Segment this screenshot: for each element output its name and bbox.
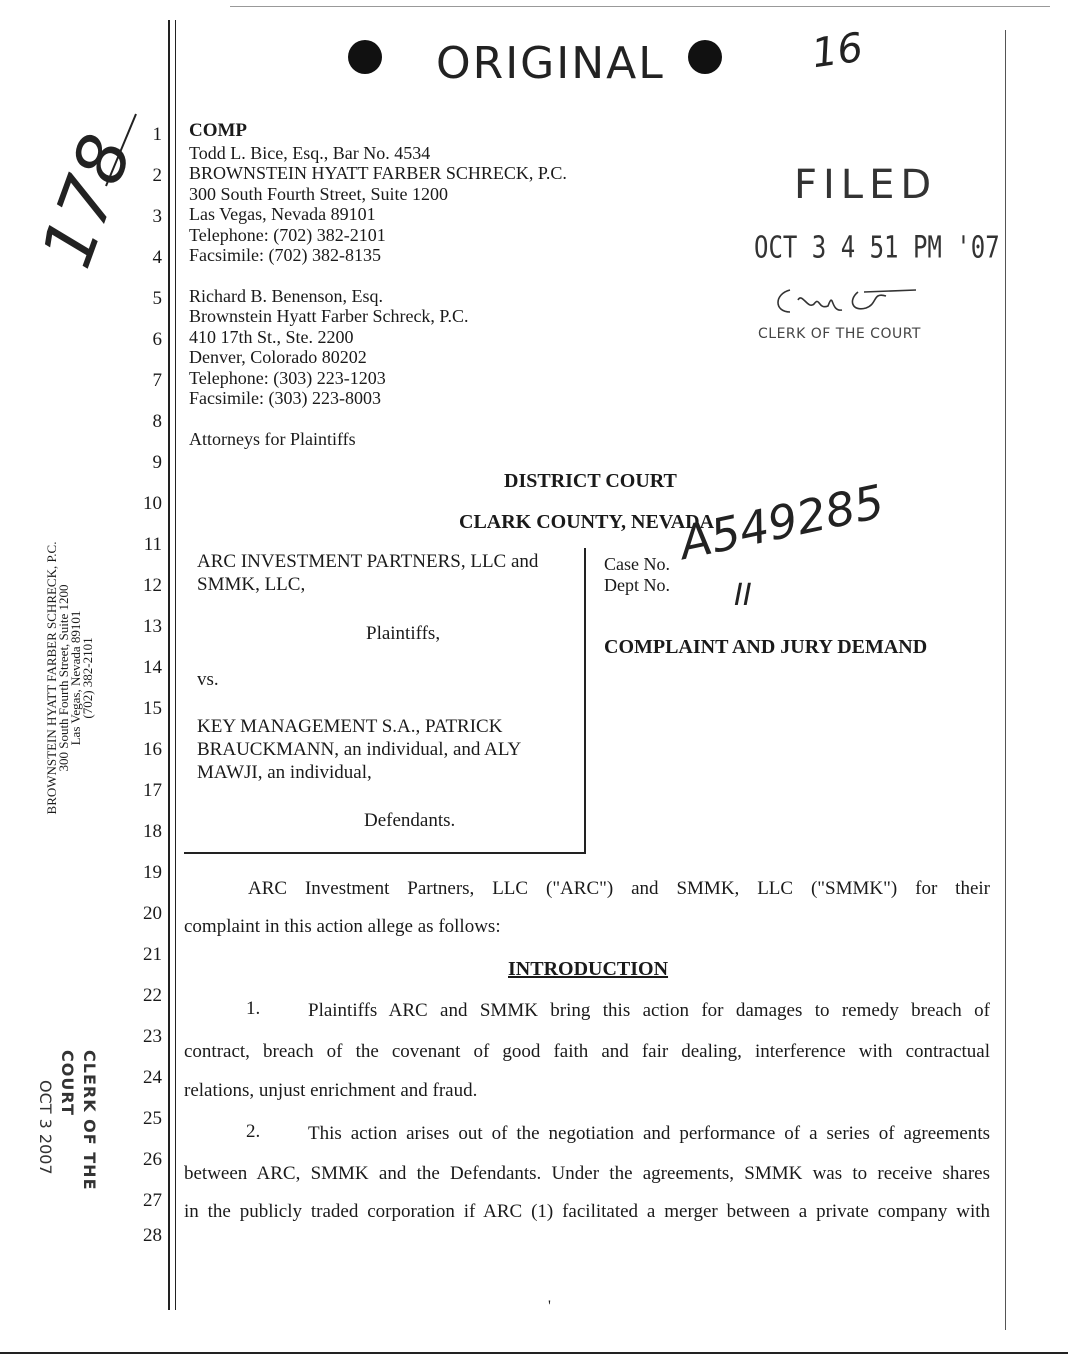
section-heading: INTRODUCTION xyxy=(508,958,669,980)
punch-hole-left xyxy=(348,40,382,74)
side-firm-block xyxy=(46,498,122,858)
bottom-rule xyxy=(0,1352,1068,1354)
p2-line3-text: in the publicly traded corporation if ARC (1) facilitated a merger between a private company with xyxy=(184,1201,990,1222)
side-firm-phone: (702) 382-2101 xyxy=(80,637,95,719)
plaintiffs-label: Plaintiffs, xyxy=(366,623,441,644)
attorney2-phone: Telephone: (303) 223-1203 xyxy=(189,368,386,388)
line-number: 21 xyxy=(143,944,162,965)
margin-handwritten-number: 178 xyxy=(25,124,149,278)
attorney2-firm: Brownstein Hyatt Farber Schreck, P.C. xyxy=(189,306,469,326)
line-number: 5 xyxy=(152,288,162,309)
p1-line3: relations, unjust enrichment and fraud. xyxy=(184,1080,478,1101)
attorney2-city: Denver, Colorado 80202 xyxy=(189,347,367,367)
side-clerk-label: CLERK OF THE COURT xyxy=(58,1050,99,1191)
line-number: 24 xyxy=(143,1067,162,1088)
clerk-signature xyxy=(768,282,918,322)
attorney2-street: 410 17th St., Ste. 2200 xyxy=(189,327,354,347)
complaint-title: COMPLAINT AND JURY DEMAND xyxy=(604,636,928,658)
punch-hole-right xyxy=(688,40,722,74)
attorney1-phone: Telephone: (702) 382-2101 xyxy=(189,225,386,245)
intro-line1-text: ARC Investment Partners, LLC ("ARC") and SMMK, LLC ("SMMK") for their xyxy=(248,878,990,899)
line-number: 3 xyxy=(152,206,162,227)
p2-line1-text: This action arises out of the negotiation and performance of a series of agreements xyxy=(308,1123,990,1144)
line-number: 2 xyxy=(152,165,162,186)
side-firm-name: BROWNSTEIN HYATT FARBER SCHRECK, P.C. xyxy=(44,541,59,815)
defendants-label: Defendants. xyxy=(364,810,456,831)
intro-line1 xyxy=(248,878,990,900)
paragraph-1-number: 1. xyxy=(246,998,261,1019)
line-number: 16 xyxy=(143,739,162,760)
attorney2-fax: Facsimile: (303) 223-8003 xyxy=(189,388,381,408)
court-name: DISTRICT COURT xyxy=(504,470,677,492)
line-number: 27 xyxy=(143,1190,162,1211)
line-number: 19 xyxy=(143,862,162,883)
original-stamp: ORIGINAL xyxy=(436,38,665,89)
line-number: 9 xyxy=(152,452,162,473)
doc-code: COMP xyxy=(189,120,248,141)
line-number: 6 xyxy=(152,329,162,350)
p1-line1-text: Plaintiffs ARC and SMMK bring this action for damages to remedy breach of xyxy=(308,1000,990,1021)
p2-line1 xyxy=(308,1123,990,1145)
line-number: 8 xyxy=(152,411,162,432)
side-clerk-date: OCT 3 2007 xyxy=(36,1080,55,1175)
defendants-line3: MAWJI, an individual, xyxy=(197,762,372,783)
line-number: 10 xyxy=(143,493,162,514)
line-number: 12 xyxy=(143,575,162,596)
line-number: 14 xyxy=(143,657,162,678)
line-number: 18 xyxy=(143,821,162,842)
line-number: 20 xyxy=(143,903,162,924)
line-number: 25 xyxy=(143,1108,162,1129)
line-number: 4 xyxy=(152,247,162,268)
right-rule xyxy=(1005,30,1006,1330)
side-clerk-stamp xyxy=(36,1050,100,1250)
defendants-line2: BRAUCKMANN, an individual, and ALY xyxy=(197,739,522,760)
line-number: 22 xyxy=(143,985,162,1006)
line-number: 17 xyxy=(143,780,162,801)
caption-divider xyxy=(584,548,586,854)
line-number: 11 xyxy=(143,534,162,555)
footer-mark: ' xyxy=(548,1298,551,1315)
p1-line2 xyxy=(184,1041,990,1063)
line-number: 1 xyxy=(152,124,162,145)
side-firm-street: 300 South Fourth Street, Suite 1200 xyxy=(56,584,71,772)
side-firm-city: Las Vegas, Nevada 89101 xyxy=(68,610,83,746)
plaintiffs-line2: SMMK, LLC, xyxy=(197,574,306,595)
versus: vs. xyxy=(197,669,219,690)
attorney2-name: Richard B. Benenson, Esq. xyxy=(189,286,383,306)
line-number: 13 xyxy=(143,616,162,637)
dept-no-value: II xyxy=(734,578,752,613)
filed-date: OCT 3 4 51 PM '07 xyxy=(754,230,1000,265)
attorney1-street: 300 South Fourth Street, Suite 1200 xyxy=(189,184,449,204)
p1-line2-text: contract, breach of the covenant of good faith and fair dealing, interference with contractual xyxy=(184,1041,990,1062)
attorney1-city: Las Vegas, Nevada 89101 xyxy=(189,204,376,224)
case-no-value: A549285 xyxy=(674,474,889,570)
p1-line1 xyxy=(308,1000,990,1022)
p2-line2-text: between ARC, SMMK and the Defendants. Under the agreements, SMMK was to receive shares xyxy=(184,1163,990,1184)
line-number: 28 xyxy=(143,1225,162,1246)
p2-line3 xyxy=(184,1201,990,1223)
left-rule-outer xyxy=(168,20,170,1310)
left-rule-inner xyxy=(175,20,176,1310)
filed-stamp: FILED xyxy=(794,162,938,208)
line-number: 23 xyxy=(143,1026,162,1047)
attorney1-name: Todd L. Bice, Esq., Bar No. 4534 xyxy=(189,143,431,163)
attorneys-for: Attorneys for Plaintiffs xyxy=(189,429,356,449)
top-rule xyxy=(230,6,1050,7)
defendants-line1: KEY MANAGEMENT S.A., PATRICK xyxy=(197,716,503,737)
paragraph-2-number: 2. xyxy=(246,1121,261,1142)
p2-line2 xyxy=(184,1163,990,1185)
dept-no-label: Dept No. xyxy=(604,575,670,595)
plaintiffs-line1: ARC INVESTMENT PARTNERS, LLC and xyxy=(197,551,539,572)
handwritten-page-number: 16 xyxy=(809,24,866,78)
court-county: CLARK COUNTY, NEVADA xyxy=(459,511,715,533)
line-number: 26 xyxy=(143,1149,162,1170)
line-number: 7 xyxy=(152,370,162,391)
line-number: 15 xyxy=(143,698,162,719)
clerk-of-court: CLERK OF THE COURT xyxy=(758,326,921,342)
intro-line2: complaint in this action allege as follows: xyxy=(184,916,501,937)
case-no-label: Case No. xyxy=(604,554,670,574)
attorney1-fax: Facsimile: (702) 382-8135 xyxy=(189,245,381,265)
caption-bottom-rule xyxy=(184,852,586,854)
attorney1-firm: BROWNSTEIN HYATT FARBER SCHRECK, P.C. xyxy=(189,163,567,183)
